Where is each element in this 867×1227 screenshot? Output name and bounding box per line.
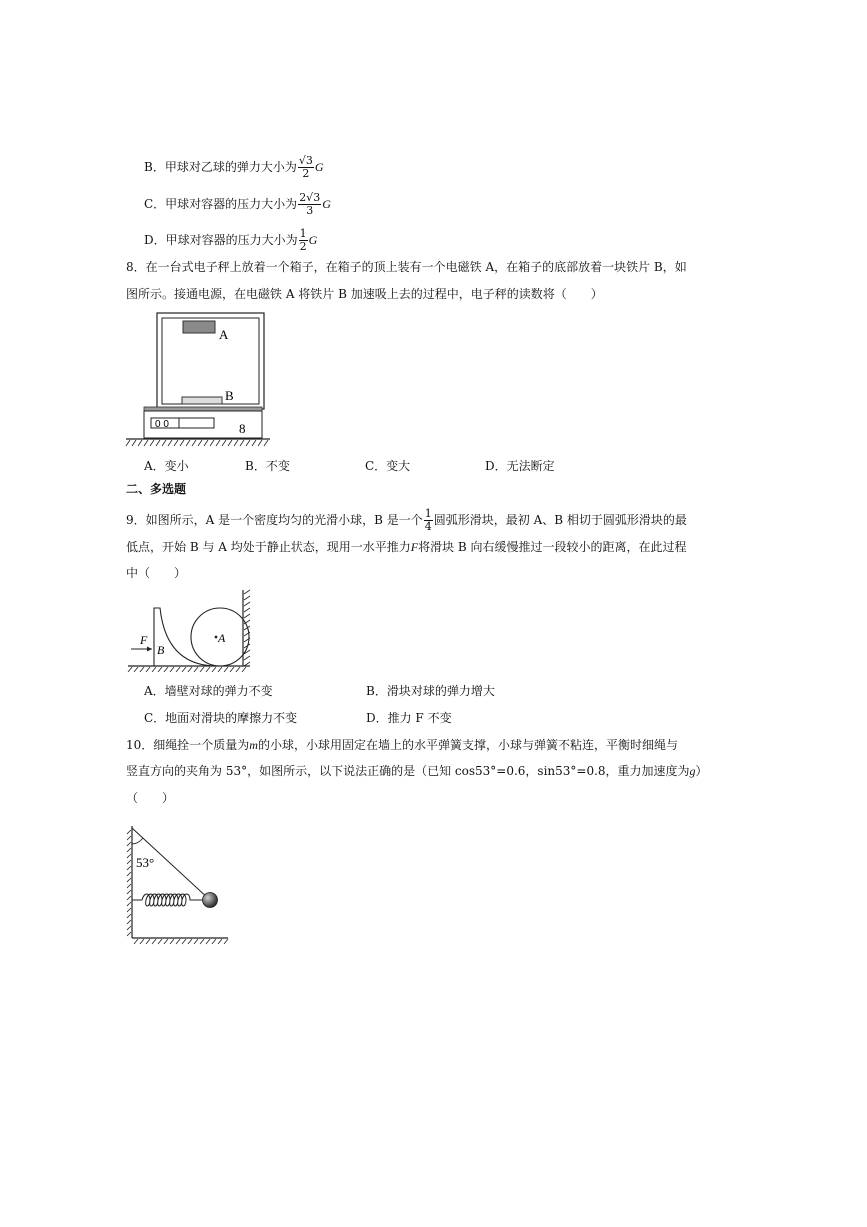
- q7-option-c: [144, 192, 331, 217]
- section-heading: 二、多选题: [126, 482, 187, 496]
- q9-stem-line2-part2: 将滑块 B 向右缓慢推过一段较小的距离，在此过程: [418, 540, 687, 554]
- q8-option-b: B．不变: [245, 459, 290, 473]
- q10-stem-line1: [126, 738, 678, 752]
- q9-stem-line1-part1: 9．如图所示，A 是一个密度均匀的光滑小球，B 是一个: [126, 513, 423, 527]
- fraction-numerator: 1: [299, 227, 307, 240]
- q9-stem-line2: [126, 540, 687, 554]
- label-a: A: [218, 631, 226, 645]
- fraction-numerator: 2√3: [299, 191, 321, 204]
- q9-stem-line1: [126, 508, 687, 533]
- q8-option-a: A．变小: [144, 459, 189, 473]
- q7-option-c-prefix: C．甲球对容器的压力大小为: [144, 197, 298, 211]
- q7-option-d: [144, 228, 317, 253]
- q7-option-b-fraction: [298, 155, 314, 180]
- q10-stem-line2-part2: ）: [695, 764, 708, 778]
- q7-option-b-suffix: G: [314, 160, 324, 174]
- ground-hatching: [134, 939, 228, 944]
- q9-force-symbol: F: [410, 540, 419, 554]
- label-b: B: [157, 643, 165, 657]
- fraction-denominator: 2: [299, 240, 307, 253]
- q10-mass-symbol: m: [249, 738, 258, 752]
- wall-hatching: [127, 830, 131, 936]
- q10-stem-line3: （ ）: [126, 791, 175, 805]
- arrow-head-icon: [147, 647, 152, 652]
- angle-label: 53°: [136, 855, 155, 870]
- label-f: F: [140, 633, 148, 647]
- q7-option-c-suffix: G: [322, 197, 331, 211]
- q8-option-d: D．无法断定: [485, 459, 555, 473]
- q8-stem-line2: 图所示。接通电源，在电磁铁 A 将铁片 B 加速吸上去的过程中，电子秤的读数将（ ）: [126, 287, 603, 301]
- q9-stem-line3: 中（ ）: [126, 566, 187, 580]
- fraction-numerator: 1: [424, 507, 432, 520]
- q10-spring-ball-figure: [126, 822, 236, 946]
- q7-option-c-fraction: [298, 192, 321, 217]
- q9-option-c: C．地面对滑块的摩擦力不变: [144, 711, 298, 725]
- q9-option-b: B．滑块对球的弹力增大: [366, 684, 495, 698]
- q9-option-a: A．墙壁对球的弹力不变: [144, 684, 273, 698]
- q9-stem-line1-part2: 圆弧形滑块，最初 A、B 相切于圆弧形滑块的最: [433, 513, 687, 527]
- iron-piece-b: [182, 397, 222, 404]
- slider-b: [154, 608, 214, 666]
- spring: [132, 894, 203, 906]
- q7-option-d-fraction: [299, 228, 308, 253]
- q7-option-b: [144, 155, 324, 180]
- q9-ball-slider-figure: [126, 586, 256, 672]
- fraction-denominator: 3: [306, 204, 314, 217]
- q7-option-d-prefix: D．甲球对容器的压力大小为: [144, 233, 298, 247]
- q10-stem-line2-part1: 竖直方向的夹角为 53°，如图所示，以下说法正确的是（已知 cos53°=0.6，sin53°=0.8，重力加速度为: [126, 764, 690, 778]
- label-a: A: [219, 327, 229, 342]
- display-reading: 0 0: [155, 419, 169, 430]
- q8-option-c: C．变大: [365, 459, 411, 473]
- scale-platform: [144, 407, 262, 411]
- q7-option-b-prefix: B．甲球对乙球的弹力大小为: [144, 160, 297, 174]
- q9-quarter-fraction: [424, 508, 433, 533]
- q8-stem-line1: 8．在一台式电子秤上放着一个箱子，在箱子的顶上装有一个电磁铁 A，在箱子的底部放着一块铁片 B，如: [126, 260, 687, 274]
- scale-digit: 8: [239, 421, 246, 436]
- ball: [203, 893, 218, 908]
- q9-option-d: D．推力 F 不变: [366, 711, 452, 725]
- fraction-denominator: 2: [302, 167, 310, 180]
- electromagnet-a: [183, 321, 215, 333]
- fraction-denominator: 4: [424, 520, 432, 533]
- q9-stem-line2-part1: 低点，开始 B 与 A 均处于静止状态，现用一水平推力: [126, 540, 411, 554]
- q10-gravity-symbol: g: [689, 764, 696, 778]
- ground-hatching: [128, 667, 246, 672]
- ball-center-dot: [215, 636, 218, 639]
- angle-arc: [132, 838, 143, 844]
- q7-option-d-suffix: G: [308, 233, 318, 247]
- ground-hatching: [126, 440, 268, 446]
- fraction-numerator: √3: [298, 154, 313, 167]
- q10-stem-line1-part1: 10．细绳拴一个质量为: [126, 738, 250, 752]
- q10-stem-line2: [126, 764, 708, 778]
- q8-scale-figure: [124, 308, 274, 450]
- label-b: B: [225, 388, 234, 403]
- q10-stem-line1-part2: 的小球，小球用固定在墙上的水平弹簧支撑，小球与弹簧不粘连，平衡时细绳与: [257, 738, 678, 752]
